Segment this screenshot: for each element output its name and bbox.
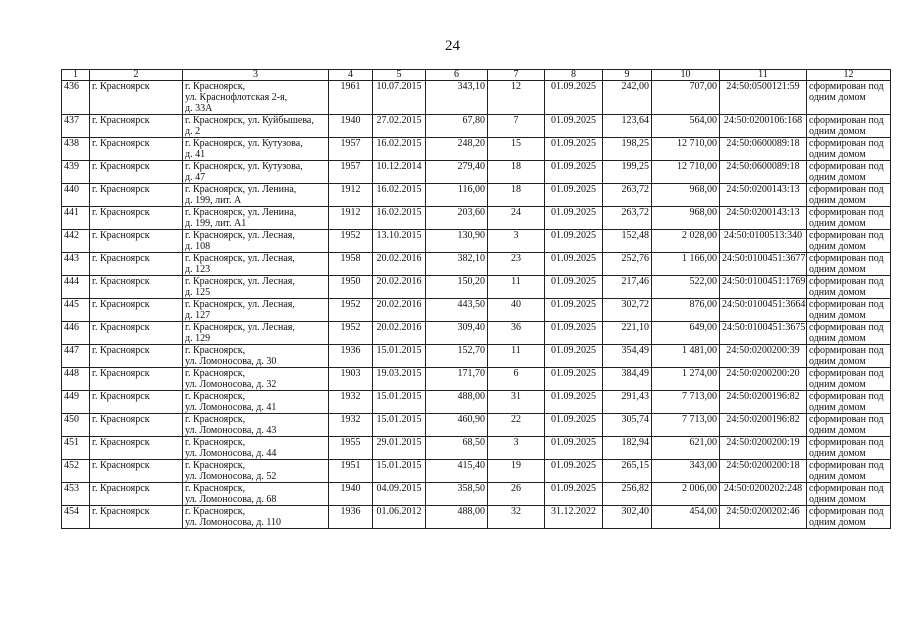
rate-cell: 252,76 [603,253,652,276]
cadastral-number-cell: 24:50:0600089:18 [720,161,807,184]
value-cell: 564,00 [652,115,720,138]
date-cell: 10.12.2014 [373,161,426,184]
row-number-cell: 447 [62,345,90,368]
address-cell: г. Красноярск, ул. Ленина, д. 199, лит. А1 [183,207,329,230]
build-year-cell: 1958 [329,253,373,276]
build-year-cell: 1957 [329,161,373,184]
row-number-cell: 453 [62,483,90,506]
address-cell: г. Красноярск, ул. Кутузова, д. 47 [183,161,329,184]
address-cell: г. Красноярск, ул. Ломоносова, д. 44 [183,437,329,460]
city-cell: г. Красноярск [90,345,183,368]
date-cell: 20.02.2016 [373,299,426,322]
plan-date-cell: 01.09.2025 [545,138,603,161]
header-cell: 10 [652,70,720,81]
city-cell: г. Красноярск [90,81,183,115]
date-cell: 15.01.2015 [373,460,426,483]
status-cell: сформирован под одним домом [807,414,891,437]
date-cell: 20.02.2016 [373,253,426,276]
column-number-header [62,70,891,81]
row-number-cell: 442 [62,230,90,253]
table-row [62,299,891,322]
date-cell: 16.02.2015 [373,138,426,161]
header-cell: 4 [329,70,373,81]
header-cell: 3 [183,70,329,81]
cadastral-number-cell: 24:50:0500121:59 [720,81,807,115]
build-year-cell: 1961 [329,81,373,115]
build-year-cell: 1912 [329,184,373,207]
status-cell: сформирован под одним домом [807,230,891,253]
address-cell: г. Красноярск, ул. Ломоносова, д. 30 [183,345,329,368]
city-cell: г. Красноярск [90,506,183,529]
cadastral-number-cell: 24:50:0200200:39 [720,345,807,368]
address-cell: г. Красноярск, ул. Ломоносова, д. 43 [183,414,329,437]
rate-cell: 384,49 [603,368,652,391]
value-cell: 454,00 [652,506,720,529]
table-row [62,253,891,276]
area-cell: 171,70 [426,368,488,391]
table-row [62,437,891,460]
status-cell: сформирован под одним домом [807,506,891,529]
area-cell: 443,50 [426,299,488,322]
row-number-cell: 436 [62,81,90,115]
table-row [62,207,891,230]
row-number-cell: 446 [62,322,90,345]
plan-date-cell: 01.09.2025 [545,161,603,184]
row-number-cell: 444 [62,276,90,299]
date-cell: 04.09.2015 [373,483,426,506]
city-cell: г. Красноярск [90,368,183,391]
date-cell: 20.02.2016 [373,276,426,299]
area-cell: 309,40 [426,322,488,345]
rate-cell: 263,72 [603,207,652,230]
date-cell: 01.06.2012 [373,506,426,529]
city-cell: г. Красноярск [90,460,183,483]
rate-cell: 263,72 [603,184,652,207]
value-cell: 2 028,00 [652,230,720,253]
build-year-cell: 1952 [329,322,373,345]
value-cell: 876,00 [652,299,720,322]
cadastral-number-cell: 24:50:0200202:248 [720,483,807,506]
city-cell: г. Красноярск [90,115,183,138]
status-cell: сформирован под одним домом [807,207,891,230]
units-cell: 11 [488,276,545,299]
status-cell: сформирован под одним домом [807,184,891,207]
header-cell: 7 [488,70,545,81]
plan-date-cell: 01.09.2025 [545,322,603,345]
area-cell: 343,10 [426,81,488,115]
cadastral-number-cell: 24:50:0100451:3675 [720,322,807,345]
area-cell: 279,40 [426,161,488,184]
value-cell: 1 274,00 [652,368,720,391]
value-cell: 968,00 [652,207,720,230]
status-cell: сформирован под одним домом [807,138,891,161]
cadastral-number-cell: 24:50:0600089:18 [720,138,807,161]
build-year-cell: 1952 [329,230,373,253]
build-year-cell: 1940 [329,483,373,506]
units-cell: 18 [488,161,545,184]
build-year-cell: 1932 [329,391,373,414]
build-year-cell: 1932 [329,414,373,437]
table-row [62,391,891,414]
address-cell: г. Красноярск, ул. Куйбышева, д. 2 [183,115,329,138]
city-cell: г. Красноярск [90,483,183,506]
city-cell: г. Красноярск [90,230,183,253]
row-number-cell: 449 [62,391,90,414]
address-cell: г. Красноярск, ул. Ломоносова, д. 110 [183,506,329,529]
area-cell: 152,70 [426,345,488,368]
table-row [62,161,891,184]
address-cell: г. Красноярск, ул. Лесная, д. 123 [183,253,329,276]
row-number-cell: 441 [62,207,90,230]
status-cell: сформирован под одним домом [807,437,891,460]
cadastral-number-cell: 24:50:0200143:13 [720,207,807,230]
area-cell: 67,80 [426,115,488,138]
address-cell: г. Красноярск, ул. Лесная, д. 127 [183,299,329,322]
cadastral-number-cell: 24:50:0200200:19 [720,437,807,460]
units-cell: 11 [488,345,545,368]
row-number-cell: 443 [62,253,90,276]
row-number-cell: 437 [62,115,90,138]
rate-cell: 305,74 [603,414,652,437]
header-cell: 9 [603,70,652,81]
build-year-cell: 1936 [329,345,373,368]
area-cell: 248,20 [426,138,488,161]
status-cell: сформирован под одним домом [807,368,891,391]
table-row [62,460,891,483]
date-cell: 13.10.2015 [373,230,426,253]
units-cell: 26 [488,483,545,506]
row-number-cell: 438 [62,138,90,161]
area-cell: 488,00 [426,506,488,529]
value-cell: 1 166,00 [652,253,720,276]
units-cell: 18 [488,184,545,207]
plan-date-cell: 01.09.2025 [545,184,603,207]
rate-cell: 198,25 [603,138,652,161]
status-cell: сформирован под одним домом [807,345,891,368]
row-number-cell: 445 [62,299,90,322]
row-number-cell: 452 [62,460,90,483]
area-cell: 460,90 [426,414,488,437]
plan-date-cell: 31.12.2022 [545,506,603,529]
address-cell: г. Красноярск, ул. Лесная, д. 108 [183,230,329,253]
table-row [62,138,891,161]
address-cell: г. Красноярск, ул. Ленина, д. 199, лит. А [183,184,329,207]
value-cell: 7 713,00 [652,414,720,437]
value-cell: 621,00 [652,437,720,460]
date-cell: 27.02.2015 [373,115,426,138]
plan-date-cell: 01.09.2025 [545,207,603,230]
table-row [62,368,891,391]
rate-cell: 354,49 [603,345,652,368]
units-cell: 19 [488,460,545,483]
status-cell: сформирован под одним домом [807,391,891,414]
date-cell: 29.01.2015 [373,437,426,460]
value-cell: 968,00 [652,184,720,207]
header-cell: 2 [90,70,183,81]
cadastral-number-cell: 24:50:0200143:13 [720,184,807,207]
cadastral-number-cell: 24:50:0200200:20 [720,368,807,391]
units-cell: 31 [488,391,545,414]
row-number-cell: 454 [62,506,90,529]
rate-cell: 256,82 [603,483,652,506]
rate-cell: 265,15 [603,460,652,483]
units-cell: 7 [488,115,545,138]
plan-date-cell: 01.09.2025 [545,276,603,299]
plan-date-cell: 01.09.2025 [545,115,603,138]
table-row [62,322,891,345]
build-year-cell: 1955 [329,437,373,460]
city-cell: г. Красноярск [90,391,183,414]
rate-cell: 302,40 [603,506,652,529]
status-cell: сформирован под одним домом [807,81,891,115]
value-cell: 649,00 [652,322,720,345]
rate-cell: 302,72 [603,299,652,322]
table-row [62,81,891,115]
date-cell: 15.01.2015 [373,414,426,437]
header-cell: 12 [807,70,891,81]
table-row [62,345,891,368]
value-cell: 707,00 [652,81,720,115]
area-cell: 203,60 [426,207,488,230]
build-year-cell: 1912 [329,207,373,230]
city-cell: г. Красноярск [90,276,183,299]
units-cell: 3 [488,230,545,253]
cadastral-number-cell: 24:50:0100451:3677 [720,253,807,276]
plan-date-cell: 01.09.2025 [545,414,603,437]
status-cell: сформирован под одним домом [807,322,891,345]
area-cell: 150,20 [426,276,488,299]
value-cell: 12 710,00 [652,138,720,161]
address-cell: г. Красноярск, ул. Лесная, д. 125 [183,276,329,299]
table-row [62,506,891,529]
date-cell: 15.01.2015 [373,391,426,414]
area-cell: 116,00 [426,184,488,207]
table-row [62,276,891,299]
units-cell: 22 [488,414,545,437]
status-cell: сформирован под одним домом [807,115,891,138]
date-cell: 16.02.2015 [373,184,426,207]
address-cell: г. Красноярск, ул. Кутузова, д. 41 [183,138,329,161]
rate-cell: 242,00 [603,81,652,115]
date-cell: 10.07.2015 [373,81,426,115]
plan-date-cell: 01.09.2025 [545,460,603,483]
header-cell: 1 [62,70,90,81]
row-number-cell: 451 [62,437,90,460]
rate-cell: 199,25 [603,161,652,184]
date-cell: 16.02.2015 [373,207,426,230]
value-cell: 522,00 [652,276,720,299]
units-cell: 24 [488,207,545,230]
header-cell: 8 [545,70,603,81]
date-cell: 20.02.2016 [373,322,426,345]
units-cell: 15 [488,138,545,161]
value-cell: 1 481,00 [652,345,720,368]
value-cell: 12 710,00 [652,161,720,184]
area-cell: 130,90 [426,230,488,253]
city-cell: г. Красноярск [90,414,183,437]
city-cell: г. Красноярск [90,437,183,460]
city-cell: г. Красноярск [90,184,183,207]
cadastral-number-cell: 24:50:0200196:82 [720,414,807,437]
plan-date-cell: 01.09.2025 [545,483,603,506]
city-cell: г. Красноярск [90,322,183,345]
build-year-cell: 1952 [329,299,373,322]
address-cell: г. Красноярск, ул. Ломоносова, д. 41 [183,391,329,414]
units-cell: 23 [488,253,545,276]
date-cell: 15.01.2015 [373,345,426,368]
units-cell: 32 [488,506,545,529]
value-cell: 2 006,00 [652,483,720,506]
table-row [62,414,891,437]
build-year-cell: 1936 [329,506,373,529]
area-cell: 415,40 [426,460,488,483]
area-cell: 68,50 [426,437,488,460]
plan-date-cell: 01.09.2025 [545,230,603,253]
build-year-cell: 1951 [329,460,373,483]
city-cell: г. Красноярск [90,299,183,322]
value-cell: 7 713,00 [652,391,720,414]
cadastral-number-cell: 24:50:0200202:46 [720,506,807,529]
status-cell: сформирован под одним домом [807,299,891,322]
units-cell: 12 [488,81,545,115]
plan-date-cell: 01.09.2025 [545,345,603,368]
city-cell: г. Красноярск [90,138,183,161]
table-row [62,115,891,138]
address-cell: г. Красноярск, ул. Лесная, д. 129 [183,322,329,345]
plan-date-cell: 01.09.2025 [545,81,603,115]
row-number-cell: 439 [62,161,90,184]
area-cell: 358,50 [426,483,488,506]
area-cell: 488,00 [426,391,488,414]
page-number: 24 [445,38,460,54]
rate-cell: 291,43 [603,391,652,414]
build-year-cell: 1957 [329,138,373,161]
table-row [62,184,891,207]
build-year-cell: 1950 [329,276,373,299]
address-cell: г. Красноярск, ул. Ломоносова, д. 68 [183,483,329,506]
rate-cell: 182,94 [603,437,652,460]
build-year-cell: 1940 [329,115,373,138]
units-cell: 36 [488,322,545,345]
build-year-cell: 1903 [329,368,373,391]
row-number-cell: 450 [62,414,90,437]
table-row [62,483,891,506]
value-cell: 343,00 [652,460,720,483]
rate-cell: 221,10 [603,322,652,345]
header-cell: 5 [373,70,426,81]
cadastral-number-cell: 24:50:0200196:82 [720,391,807,414]
table-row [62,230,891,253]
rate-cell: 123,64 [603,115,652,138]
header-cell: 6 [426,70,488,81]
plan-date-cell: 01.09.2025 [545,368,603,391]
status-cell: сформирован под одним домом [807,276,891,299]
units-cell: 40 [488,299,545,322]
city-cell: г. Красноярск [90,161,183,184]
header-cell: 11 [720,70,807,81]
cadastral-number-cell: 24:50:0200106:168 [720,115,807,138]
cadastral-number-cell: 24:50:0100513:340 [720,230,807,253]
units-cell: 6 [488,368,545,391]
units-cell: 3 [488,437,545,460]
address-cell: г. Красноярск, ул. Краснофлотская 2-я, д. 33А [183,81,329,115]
address-cell: г. Красноярск, ул. Ломоносова, д. 32 [183,368,329,391]
cadastral-number-cell: 24:50:0100451:1769 [720,276,807,299]
row-number-cell: 440 [62,184,90,207]
plan-date-cell: 01.09.2025 [545,391,603,414]
row-number-cell: 448 [62,368,90,391]
city-cell: г. Красноярск [90,207,183,230]
rate-cell: 152,48 [603,230,652,253]
status-cell: сформирован под одним домом [807,483,891,506]
plan-date-cell: 01.09.2025 [545,299,603,322]
date-cell: 19.03.2015 [373,368,426,391]
status-cell: сформирован под одним домом [807,253,891,276]
cadastral-number-cell: 24:50:0100451:3664 [720,299,807,322]
plan-date-cell: 01.09.2025 [545,253,603,276]
rate-cell: 217,46 [603,276,652,299]
status-cell: сформирован под одним домом [807,161,891,184]
address-cell: г. Красноярск, ул. Ломоносова, д. 52 [183,460,329,483]
city-cell: г. Красноярск [90,253,183,276]
area-cell: 382,10 [426,253,488,276]
status-cell: сформирован под одним домом [807,460,891,483]
plan-date-cell: 01.09.2025 [545,437,603,460]
housing-register-table [61,69,891,529]
cadastral-number-cell: 24:50:0200200:18 [720,460,807,483]
